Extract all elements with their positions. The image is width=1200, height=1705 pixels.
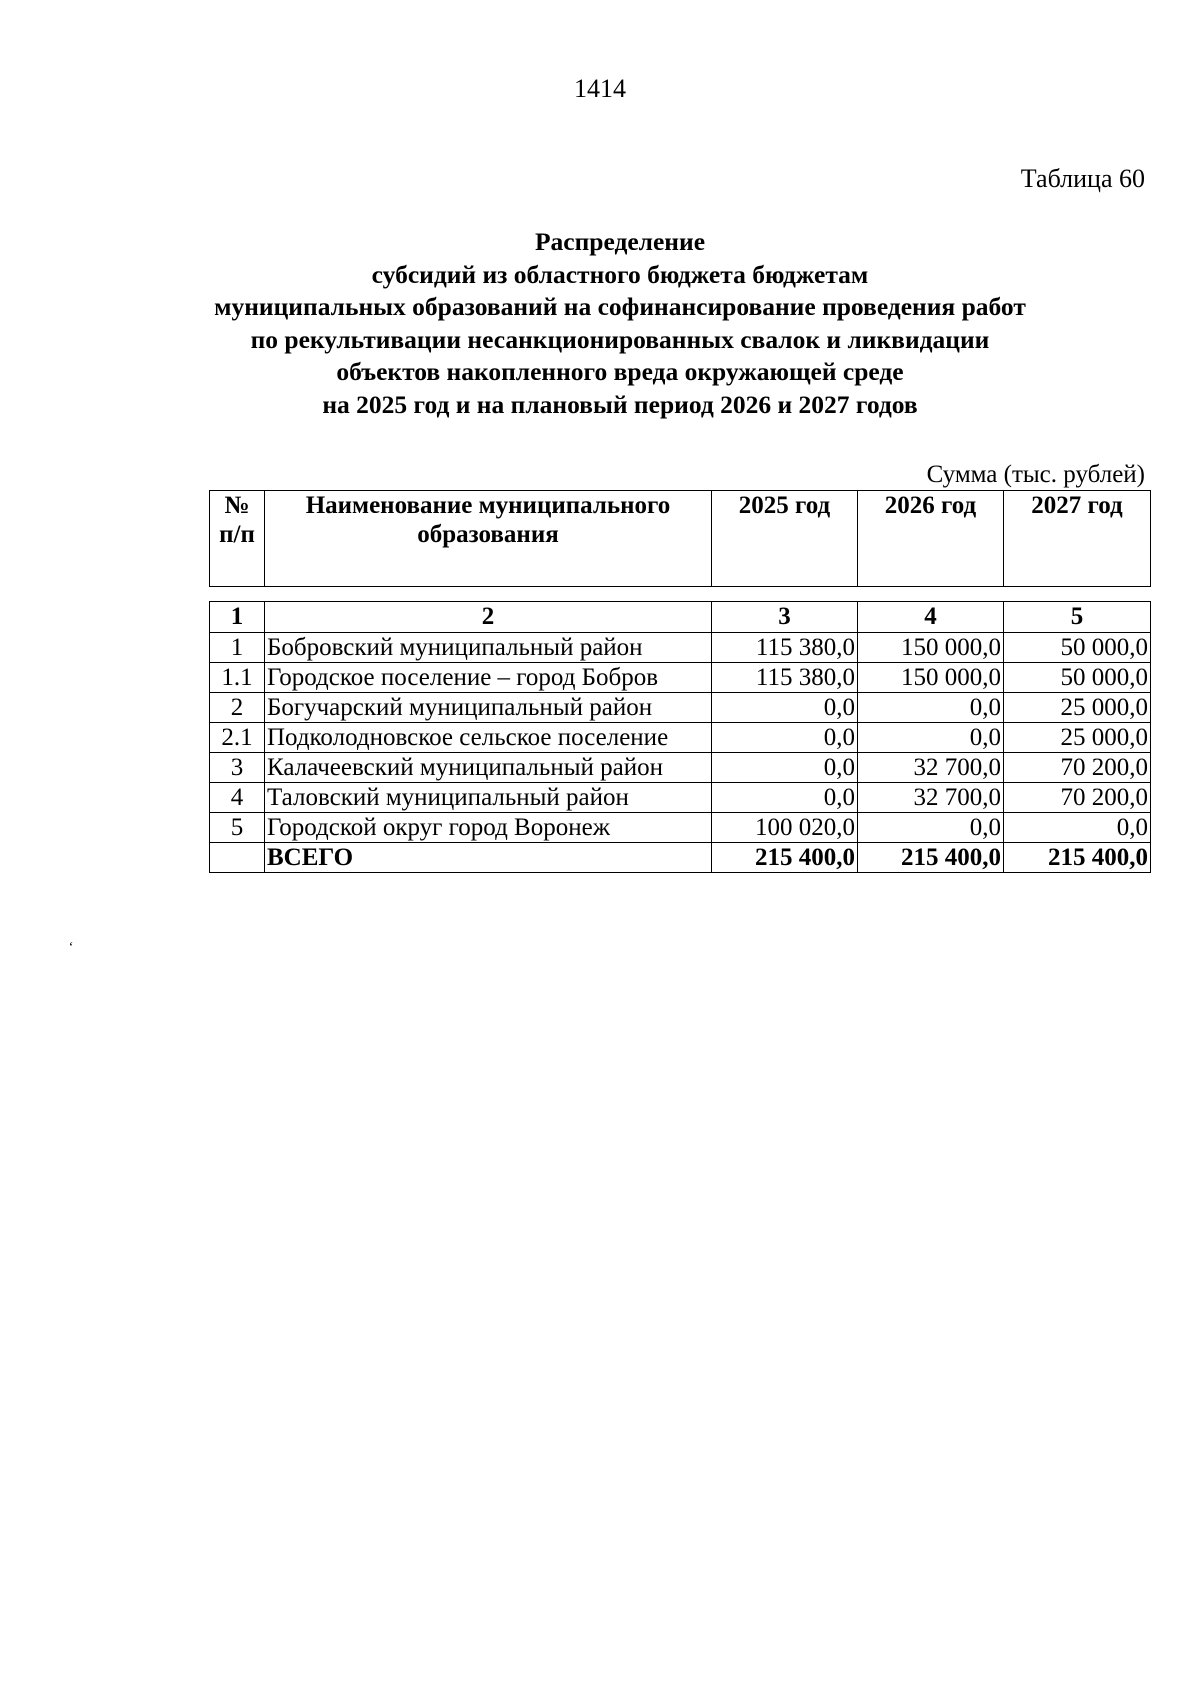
- row-2025: 0,0: [712, 753, 858, 783]
- table-row: [210, 753, 1151, 783]
- row-no: 5: [210, 813, 265, 843]
- table-row: [210, 783, 1151, 813]
- column-number: 3: [712, 602, 858, 633]
- row-no: 2.1: [210, 723, 265, 753]
- row-no: 1.1: [210, 663, 265, 693]
- table-header: [209, 490, 1151, 587]
- row-2025: 0,0: [712, 693, 858, 723]
- total-row: [210, 843, 1151, 873]
- margin-mark: ʻ: [68, 940, 73, 955]
- page-number: 1414: [574, 74, 626, 103]
- column-number: 1: [210, 602, 265, 633]
- header-2027: 2027 год: [1004, 491, 1151, 587]
- header-2025: 2025 год: [712, 491, 858, 587]
- column-number: 2: [265, 602, 712, 633]
- title-line: на 2025 год и на плановый период 2026 и 2027 годов: [322, 389, 918, 419]
- data-table: [209, 601, 1151, 873]
- row-2027: 50 000,0: [1004, 633, 1151, 663]
- row-2026: 150 000,0: [858, 633, 1004, 663]
- document-title: [180, 226, 1060, 421]
- table-row: [210, 723, 1151, 753]
- row-no: 1: [210, 633, 265, 663]
- table-row: [210, 633, 1151, 663]
- row-2026: 150 000,0: [858, 663, 1004, 693]
- total-2027: 215 400,0: [1004, 843, 1151, 873]
- row-name: Богучарский муниципальный район: [265, 693, 712, 723]
- title-line: объектов накопленного вреда окружающей среде: [336, 357, 904, 386]
- table-row: [210, 693, 1151, 723]
- column-number: 4: [858, 602, 1004, 633]
- row-2027: 50 000,0: [1004, 663, 1151, 693]
- total-label: ВСЕГО: [265, 843, 712, 873]
- header-name: Наименование муниципального образования: [265, 491, 712, 587]
- row-name: Подколодновское сельское поселение: [265, 723, 712, 753]
- table-label: Таблица 60: [1020, 164, 1145, 193]
- row-name: Калачеевский муниципальный район: [265, 753, 712, 783]
- row-no: 4: [210, 783, 265, 813]
- table-row: [210, 663, 1151, 693]
- row-name: Бобровский муниципальный район: [265, 633, 712, 663]
- row-2025: 0,0: [712, 723, 858, 753]
- header-no: № п/п: [210, 491, 265, 587]
- row-2027: 0,0: [1004, 813, 1151, 843]
- row-2026: 32 700,0: [858, 783, 1004, 813]
- title-line: по рекультивации несанкционированных свалок и ликвидации: [250, 324, 990, 354]
- column-number: 5: [1004, 602, 1151, 633]
- row-no: 3: [210, 753, 265, 783]
- header-2026: 2026 год: [858, 491, 1004, 587]
- row-name: Городское поселение – город Бобров: [265, 663, 712, 693]
- total-2026: 215 400,0: [858, 843, 1004, 873]
- units-note: Сумма (тыс. рублей): [926, 461, 1145, 488]
- table-row: [210, 813, 1151, 843]
- title-line: субсидий из областного бюджета бюджетам: [371, 259, 869, 289]
- row-2026: 32 700,0: [858, 753, 1004, 783]
- row-no: 2: [210, 693, 265, 723]
- row-2027: 70 200,0: [1004, 753, 1151, 783]
- row-2026: 0,0: [858, 813, 1004, 843]
- row-2025: 115 380,0: [712, 663, 858, 693]
- row-2025: 100 020,0: [712, 813, 858, 843]
- column-number-row: [210, 602, 1151, 633]
- title-line: муниципальных образований на софинансирование проведения работ: [214, 292, 1026, 321]
- row-2026: 0,0: [858, 693, 1004, 723]
- total-2025: 215 400,0: [712, 843, 858, 873]
- row-2027: 25 000,0: [1004, 723, 1151, 753]
- row-2025: 115 380,0: [712, 633, 858, 663]
- row-2025: 0,0: [712, 783, 858, 813]
- row-2027: 70 200,0: [1004, 783, 1151, 813]
- title-line: Распределение: [534, 227, 706, 256]
- row-2026: 0,0: [858, 723, 1004, 753]
- row-name: Таловский муниципальный район: [265, 783, 712, 813]
- total-no: [210, 843, 265, 873]
- row-2027: 25 000,0: [1004, 693, 1151, 723]
- row-name: Городской округ город Воронеж: [265, 813, 712, 843]
